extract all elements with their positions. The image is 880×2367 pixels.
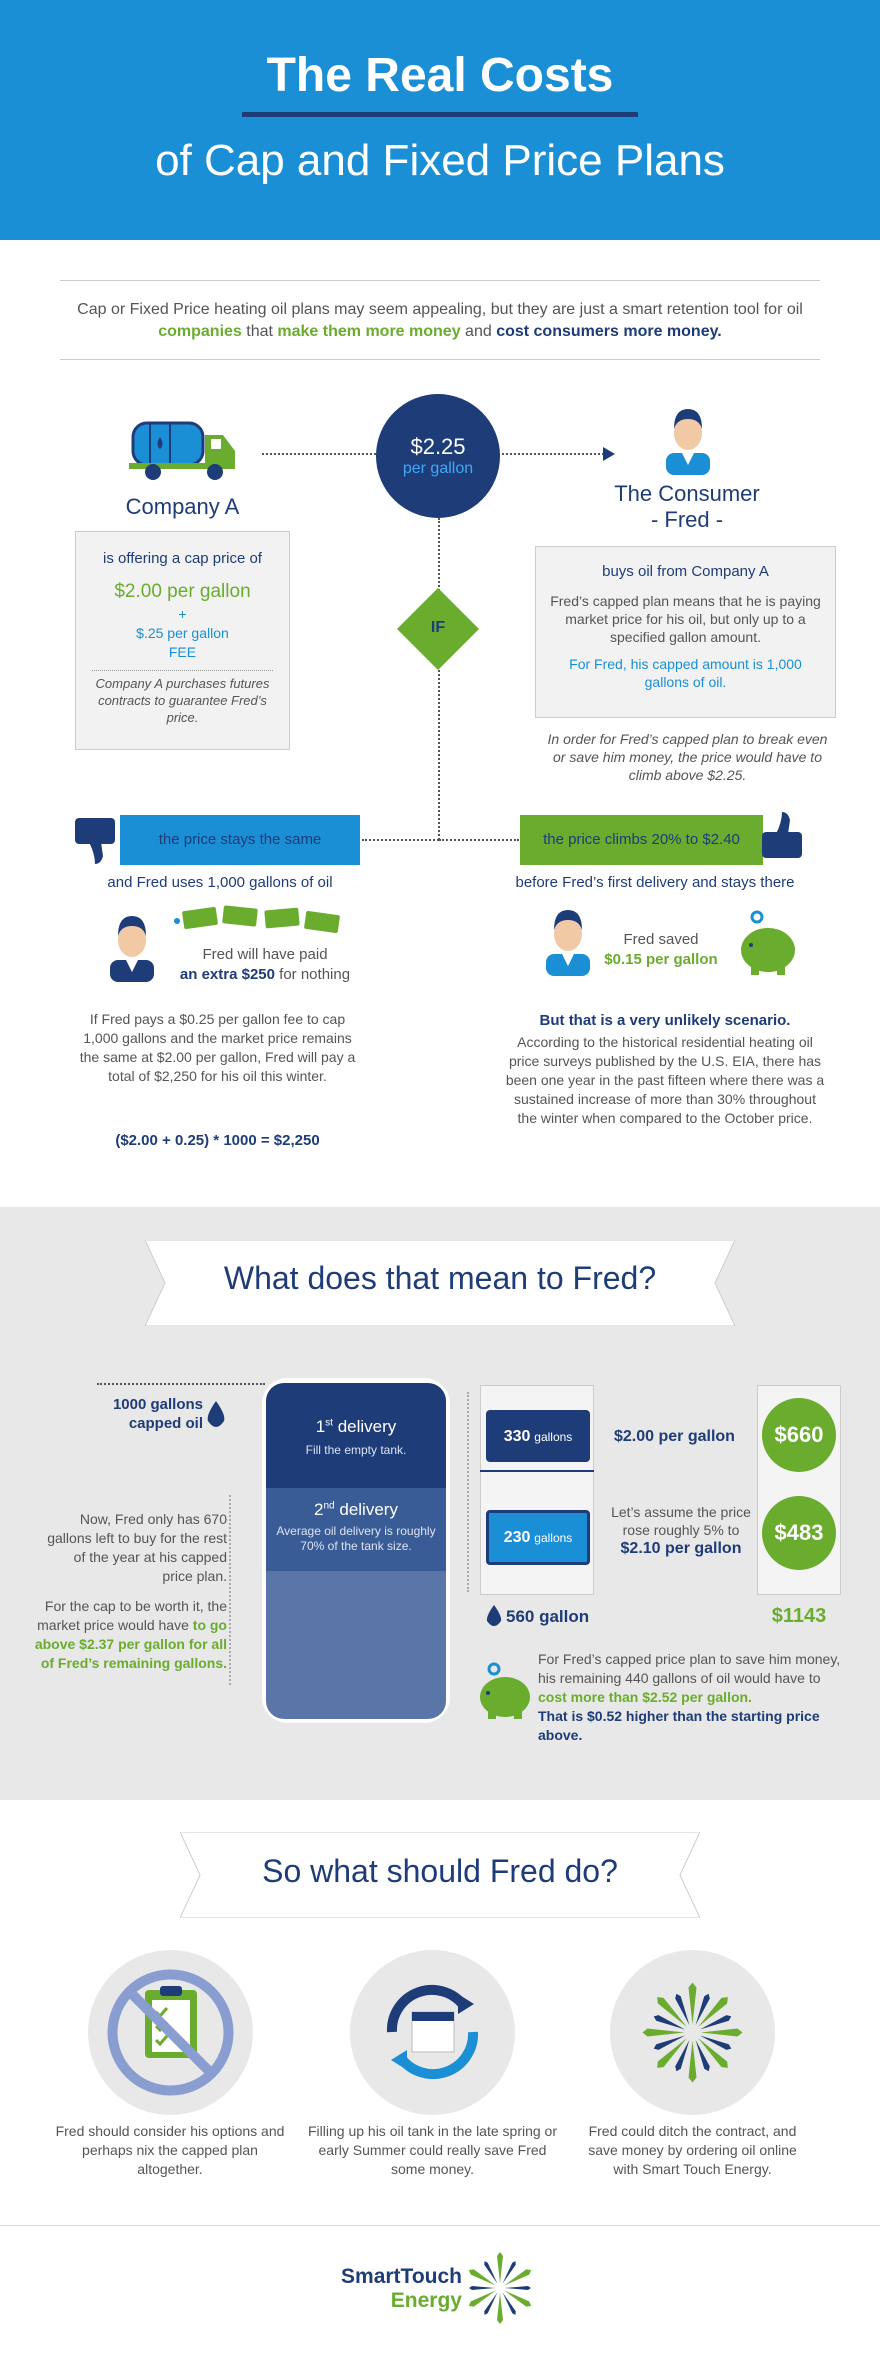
footer-logo-text <box>322 2265 462 2313</box>
arrow-right-icon <box>603 447 617 461</box>
thumbs-down-icon <box>75 818 119 866</box>
left-paragraph: If Fred pays a $0.25 per gallon fee to cap 1,000 gallons and the market price remains the same at $2.00 per gallon, Fred will pay a total of $2,250 for his oil this winter. <box>79 1011 356 1084</box>
delivery2-price: $2.10 per gallon <box>620 1540 742 1557</box>
section3-title: So what should Fred do? <box>262 1853 618 1889</box>
footer-logo-icon <box>462 2250 538 2326</box>
delivery-suffix: st <box>325 1417 333 1429</box>
bottom-savings-diff: That is $0.52 higher than the starting price above. <box>538 1708 820 1743</box>
worth-it-intro: For the cap to be worth it, the market price would have <box>37 1598 227 1633</box>
bottom-savings-line1: For Fred’s capped price plan to save him money, his remaining 440 gallons of oil would have to <box>538 1651 841 1686</box>
logo-smart-touch: SmartTouch <box>341 2265 462 2288</box>
first-delivery-label <box>266 1417 446 1437</box>
thumbs-up-icon <box>762 812 806 860</box>
company-a-cap: $2.00 per gallon <box>114 581 251 602</box>
consumer-title <box>587 481 787 533</box>
truck1-gallons: 330 <box>503 1428 531 1445</box>
oil-truck-icon <box>125 415 240 483</box>
delivery-label: delivery <box>337 1417 397 1436</box>
consumer-title-line: The Consumer <box>614 481 760 506</box>
truck1-unit: gallons <box>534 1430 573 1444</box>
connector-line <box>438 665 440 840</box>
tank-remaining <box>266 1571 446 1719</box>
price-climbs-bar: the price climbs 20% to $2.40 <box>520 815 763 865</box>
intro-cost-money: cost consumers more money. <box>496 323 722 340</box>
delivery-truck-2 <box>486 1510 590 1565</box>
unlikely-scenario: But that is a very unlikely scenario. <box>539 1012 791 1029</box>
fred-avatar-icon <box>104 910 160 982</box>
piggy-bank-icon <box>737 905 799 977</box>
company-a-note: Company A purchases futures contracts to guarantee Fred’s price. <box>95 676 270 725</box>
worth-it-text <box>30 1597 227 1673</box>
saved-label: Fred saved <box>623 931 699 948</box>
fred-avatar-icon <box>660 403 716 475</box>
page-title: The Real Costs <box>266 49 614 102</box>
price-circle <box>376 394 500 518</box>
price-rise-text: Let’s assume the price rose roughly 5% to <box>611 1504 751 1538</box>
capped-label <box>95 1395 203 1433</box>
right-paragraph: According to the historical residential heating oil price surveys published by the U.S. EIA, there has been one year in the past fifteen where there was a sustained increase of more than 30% throughout the winter when compared to the October price. <box>505 1034 825 1126</box>
fred-avatar-icon <box>540 904 596 976</box>
consumer-capped: For Fred, his capped amount is 1,000 gallons of oil. <box>569 656 802 690</box>
extra-paid-line1: Fred will have paid <box>202 946 328 963</box>
second-delivery-desc: Average oil delivery is roughly 70% of the tank size. <box>276 1524 436 1553</box>
company-a-box <box>75 531 290 750</box>
remaining-gallons-text: Now, Fred only has 670 gallons left to buy for the rest of the year at his capped price plan. <box>47 1511 227 1584</box>
cost-first-delivery: $660 <box>762 1398 836 1472</box>
price-same-bar: the price stays the same <box>120 815 360 865</box>
company-a-offer: is offering a cap price of <box>103 550 262 567</box>
consumer-buys: buys oil from Company A <box>602 563 769 580</box>
consumer-box <box>535 546 836 718</box>
bottom-savings-text <box>538 1650 848 1745</box>
footer-divider <box>0 2225 880 2226</box>
consumer-desc: Fred’s capped plan means that he is paying market price for his oil, but only up to a specified gallon amount. <box>550 593 821 645</box>
saved-amount: $0.15 per gallon <box>604 951 718 968</box>
header <box>0 0 880 240</box>
extra-paid <box>170 945 360 985</box>
truck2-unit: gallons <box>534 1531 573 1545</box>
price-amount: $2.25 <box>410 434 466 459</box>
oil-drop-icon <box>206 1401 226 1429</box>
truck2-gallons: 230 <box>503 1529 531 1546</box>
page-subtitle: of Cap and Fixed Price Plans <box>155 136 725 185</box>
worth-it-threshold: to go above $2.37 per gallon for all of Fred’s remaining gallons. <box>34 1617 227 1671</box>
cost-second-delivery: $483 <box>762 1496 836 1570</box>
left-subtitle: and Fred uses 1,000 gallons of oil <box>107 874 333 891</box>
no-contract-icon <box>98 1960 243 2105</box>
option-3-text: Fred could ditch the contract, and save money by ordering oil online with Smart Touch Energy. <box>588 2123 797 2177</box>
company-a-title: Company A <box>125 494 240 519</box>
connector-line <box>362 839 439 841</box>
bottom-savings-threshold: cost more than $2.52 per gallon. <box>538 1689 752 1705</box>
capped-oil: capped oil <box>128 1415 203 1432</box>
intro-text: that <box>241 323 278 340</box>
consumer-name: - Fred - <box>650 507 724 532</box>
breakeven-note: In order for Fred’s capped plan to break even or save him money, the price would have to climb above $2.25. <box>547 731 828 783</box>
delivery-number: 1 <box>315 1417 326 1436</box>
truck-divider <box>480 1470 594 1472</box>
connector-line <box>438 518 440 598</box>
first-delivery-desc: Fill the empty tank. <box>305 1443 407 1457</box>
company-a-fee-label: FEE <box>168 644 197 660</box>
connector-line <box>97 1383 265 1385</box>
intro-companies: companies <box>158 323 242 340</box>
right-subtitle: before Fred’s first delivery and stays there <box>515 874 795 891</box>
piggy-bank-icon <box>474 1659 536 1719</box>
section2-title: What does that mean to Fred? <box>223 1260 657 1296</box>
delivery-truck-1 <box>486 1410 590 1462</box>
delivered-gallons: 560 gallon <box>506 1607 590 1626</box>
intro-text: Cap or Fixed Price heating oil plans may seem appealing, but they are just a smart retention tool for oil <box>77 301 803 318</box>
left-formula: ($2.00 + 0.25) * 1000 = $2,250 <box>115 1132 320 1149</box>
company-a-fee: $.25 per gallon <box>136 625 229 641</box>
smart-touch-logo-icon <box>620 1960 765 2105</box>
extra-paid-label: an extra <box>179 966 242 983</box>
total-cost: $1143 <box>771 1605 827 1627</box>
intro-text: and <box>460 323 497 340</box>
calendar-cycle-icon <box>360 1960 505 2105</box>
oil-drop-icon <box>486 1605 502 1627</box>
logo-energy: Energy <box>390 2289 462 2312</box>
connector-line <box>439 839 519 841</box>
intro-box <box>60 280 820 360</box>
extra-paid-amount: $250 <box>241 966 275 983</box>
extra-paid-tail: for nothing <box>275 966 351 983</box>
capped-gallons: 1000 gallons <box>112 1396 203 1413</box>
company-a-plus: + <box>178 606 187 622</box>
title-underline <box>242 112 638 117</box>
if-label: IF <box>430 619 446 636</box>
intro-make-money: make them more money <box>277 323 461 340</box>
option-1-text: Fred should consider his options and perhaps nix the capped plan altogether. <box>55 2123 285 2177</box>
money-bills-icon <box>173 905 343 935</box>
bracket-line <box>467 1392 469 1592</box>
price-unit: per gallon <box>402 460 474 477</box>
delivery-label: delivery <box>339 1500 398 1519</box>
delivery1-price: $2.00 per gallon <box>614 1428 735 1445</box>
bracket-line <box>229 1495 231 1685</box>
delivery-number: 2 <box>314 1500 324 1519</box>
option-2-text: Filling up his oil tank in the late spring or early Summer could really save Fred some money. <box>307 2123 558 2177</box>
saved <box>596 930 726 970</box>
delivery-suffix: nd <box>323 1500 335 1512</box>
second-delivery-label <box>266 1500 446 1520</box>
